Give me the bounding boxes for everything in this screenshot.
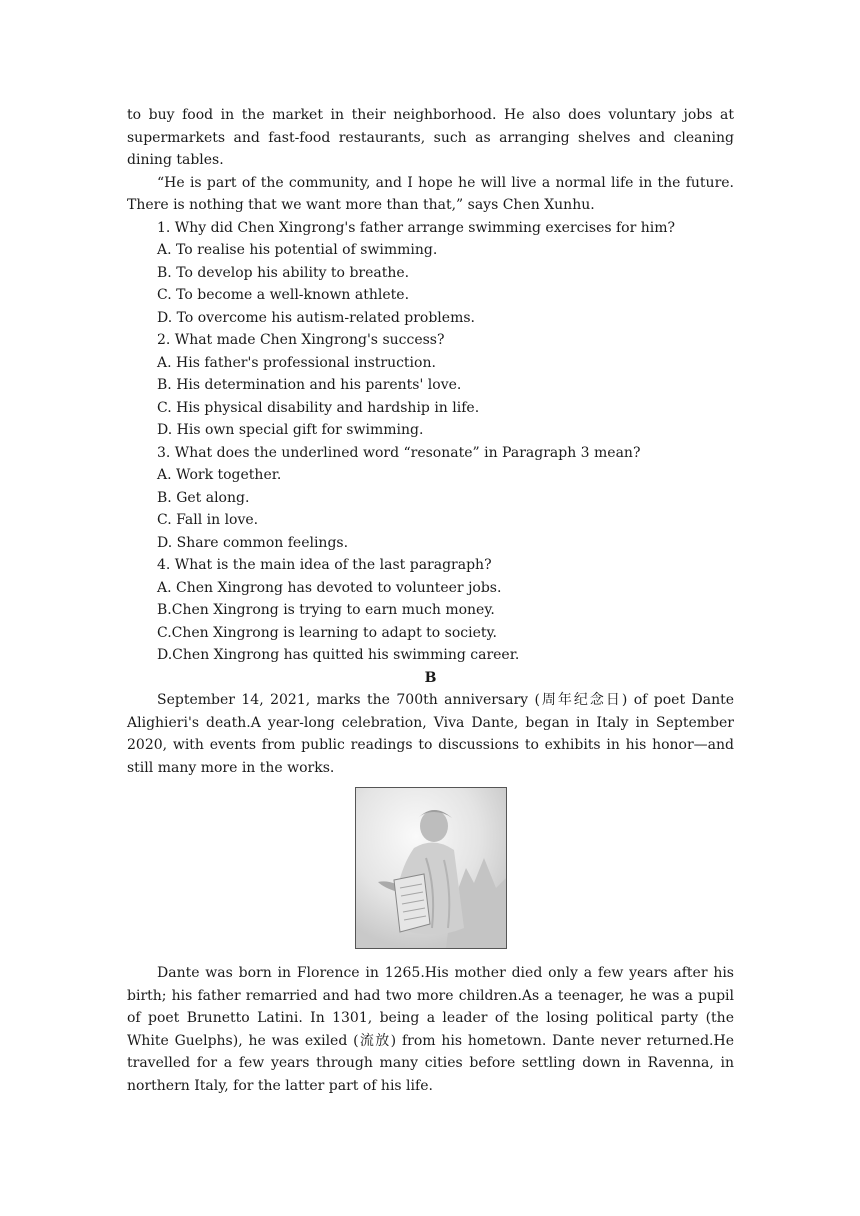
- section-b-paragraph-1: September 14, 2021, marks the 700th anniversary (周年纪念日) of poet Dante Alighieri's death.A year-long celebration, Viva Dante, began in Italy in September 2020, with events from public readings to discussions to exhibits in his honor—and still many more in the works.: [127, 692, 734, 776]
- passage-a-paragraph: to buy food in the market in their neighborhood. He also does voluntary jobs at supermarkets and fast-food restaurants, such as arranging shelves and cleaning dining tables.: [127, 107, 734, 168]
- q3-option-c: C. Fall in love.: [157, 512, 259, 528]
- questions-list: [127, 217, 734, 667]
- q3-option-d: D. Share common feelings.: [157, 534, 349, 551]
- figure-container: [127, 787, 734, 949]
- dante-portrait-image: [355, 787, 507, 949]
- q2-option-b: B. His determination and his parents' love.: [157, 377, 462, 393]
- question-3: 3. What does the underlined word “resonate” in Paragraph 3 mean?: [157, 444, 641, 461]
- section-b-paragraph-2: Dante was born in Florence in 1265.His mother died only a few years after his birth; his father remarried and had two more children.As a teenager, he was a pupil of poet Brunetto Latini. In 1301, being a leader of the losing political party (the White Guelphs), he was exiled (流放) from his hometown. Dante never returned.He travelled for a few years through many cities before settling down in Ravenna, in northern Italy, for the latter part of his life.: [127, 965, 734, 1094]
- q1-option-d: D. To overcome his autism-related problems.: [157, 309, 475, 326]
- q4-option-c: C.Chen Xingrong is learning to adapt to society.: [157, 624, 497, 641]
- q2-option-d: D. His own special gift for swimming.: [157, 422, 424, 438]
- question-2: 2. What made Chen Xingrong's success?: [157, 332, 445, 348]
- passage-a-quote-paragraph: “He is part of the community, and I hope he will live a normal life in the future. There is nothing that we want more than that,” says Chen Xunhu.: [127, 174, 734, 213]
- question-4: 4. What is the main idea of the last paragraph?: [157, 557, 492, 573]
- q2-option-a: A. His father's professional instruction.: [157, 354, 436, 371]
- q2-option-c: C. His physical disability and hardship in life.: [157, 399, 480, 416]
- q4-option-d: D.Chen Xingrong has quitted his swimming career.: [157, 647, 520, 663]
- q3-option-a: A. Work together.: [157, 467, 282, 483]
- q3-option-b: B. Get along.: [157, 489, 250, 506]
- question-1: 1. Why did Chen Xingrong's father arrange swimming exercises for him?: [157, 219, 676, 236]
- q1-option-a: A. To realise his potential of swimming.: [157, 242, 438, 258]
- q1-option-c: C. To become a well-known athlete.: [157, 287, 410, 303]
- q4-option-b: B.Chen Xingrong is trying to earn much money.: [157, 602, 495, 618]
- q1-option-b: B. To develop his ability to breathe.: [157, 264, 410, 281]
- q4-option-a: A. Chen Xingrong has devoted to volunteer jobs.: [157, 579, 502, 596]
- document-page: [127, 104, 734, 1097]
- section-b-heading: B: [424, 669, 437, 686]
